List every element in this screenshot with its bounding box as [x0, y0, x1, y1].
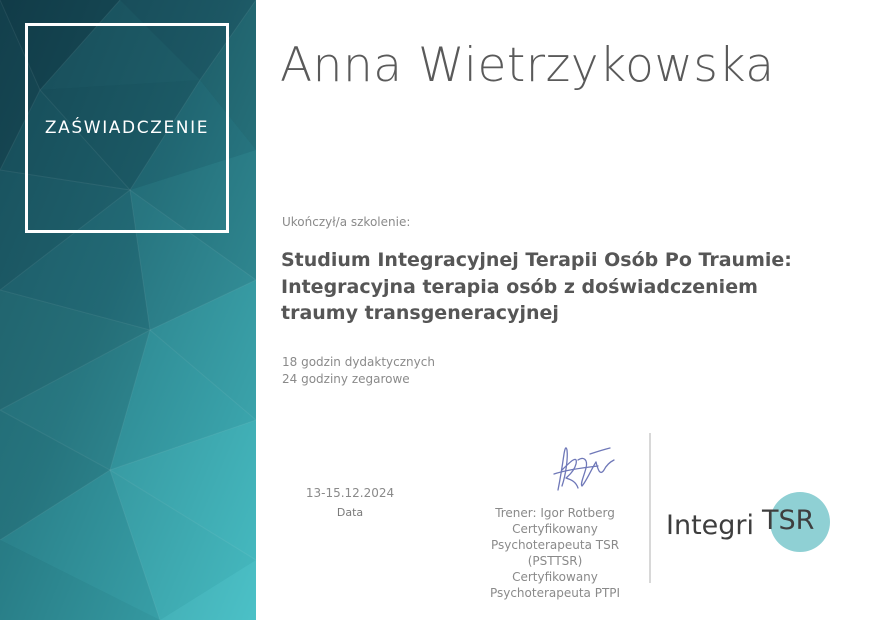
- course-title: [281, 247, 841, 327]
- date-label: Data: [336, 506, 364, 519]
- recipient-name: Anna Wietrzykowska: [280, 38, 775, 93]
- trainer-name: Trener: Igor Rotberg: [495, 506, 615, 520]
- integritsr-logo: [666, 490, 828, 560]
- trainer-signature: [540, 440, 620, 496]
- logo-mark: TSR: [762, 505, 815, 536]
- date-value: 13-15.12.2024: [305, 486, 395, 500]
- clock-hours: 24 godziny zegarowe: [282, 371, 410, 386]
- course-title-line: traumy transgeneracyjnej: [281, 302, 559, 324]
- logo-word: Integri: [666, 509, 755, 541]
- trainer-credential: Psychoterapeuta TSR: [490, 538, 620, 552]
- trainer-block: [470, 505, 640, 601]
- trainer-credential: Psychoterapeuta PTPI: [489, 586, 621, 600]
- logo-badge: [762, 492, 828, 558]
- trainer-credential: Certyfikowany: [512, 522, 598, 536]
- trainer-credential: Certyfikowany: [512, 570, 598, 584]
- divider: [649, 433, 651, 583]
- date-block: [300, 486, 400, 519]
- trainer-credential: (PSTTSR): [527, 554, 583, 568]
- completed-label: Ukończył/a szkolenie:: [282, 215, 411, 229]
- title-frame: [25, 23, 229, 233]
- course-title-line: Integracyjna terapia osób z doświadczeniem: [281, 275, 758, 298]
- certificate-heading: ZAŚWIADCZENIE: [44, 118, 210, 138]
- didactic-hours: 18 godzin dydaktycznych: [282, 355, 435, 369]
- course-title-line: Studium Integracyjnej Terapii Osób Po Traumie:: [281, 249, 792, 271]
- training-hours: [282, 354, 435, 387]
- decorative-panel: [0, 0, 256, 620]
